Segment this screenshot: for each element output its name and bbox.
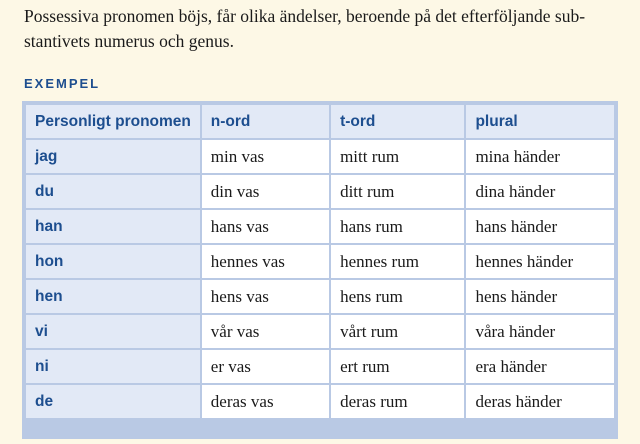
- n-word-cell: deras vas: [202, 385, 329, 418]
- table-row: [26, 350, 614, 383]
- plural-cell: mina händer: [466, 140, 614, 173]
- pronoun-cell: de: [26, 385, 200, 418]
- table-row: [26, 280, 614, 313]
- column-header-plural: plural: [466, 105, 614, 138]
- t-word-cell: vårt rum: [331, 315, 464, 348]
- example-table-container: [22, 101, 618, 439]
- pronoun-cell: han: [26, 210, 200, 243]
- plural-cell: hens händer: [466, 280, 614, 313]
- t-word-cell: hennes rum: [331, 245, 464, 278]
- plural-cell: era händer: [466, 350, 614, 383]
- plural-cell: våra händer: [466, 315, 614, 348]
- n-word-cell: hans vas: [202, 210, 329, 243]
- example-heading: EXEMPEL: [24, 76, 101, 91]
- intro-line-1: Possessiva pronomen böjs, får olika ändelser, beroende på det efterföljande sub-: [24, 6, 586, 26]
- pronoun-cell: du: [26, 175, 200, 208]
- n-word-cell: er vas: [202, 350, 329, 383]
- n-word-cell: min vas: [202, 140, 329, 173]
- pronoun-cell: vi: [26, 315, 200, 348]
- table-row: [26, 175, 614, 208]
- column-header-t-word: t-ord: [331, 105, 464, 138]
- column-header-personal-pronoun: Personligt pronomen: [26, 105, 200, 138]
- intro-line-2: stantivets numerus och genus.: [24, 31, 234, 51]
- table-row: [26, 385, 614, 418]
- table-row: [26, 315, 614, 348]
- table-header-row: [26, 105, 614, 138]
- t-word-cell: ditt rum: [331, 175, 464, 208]
- plural-cell: dina händer: [466, 175, 614, 208]
- n-word-cell: hennes vas: [202, 245, 329, 278]
- pronoun-cell: ni: [26, 350, 200, 383]
- table-row: [26, 140, 614, 173]
- n-word-cell: hens vas: [202, 280, 329, 313]
- t-word-cell: hans rum: [331, 210, 464, 243]
- plural-cell: deras händer: [466, 385, 614, 418]
- t-word-cell: mitt rum: [331, 140, 464, 173]
- n-word-cell: vår vas: [202, 315, 329, 348]
- intro-paragraph: [24, 4, 620, 54]
- plural-cell: hans händer: [466, 210, 614, 243]
- table-row: [26, 210, 614, 243]
- column-header-n-word: n-ord: [202, 105, 329, 138]
- pronoun-cell: hon: [26, 245, 200, 278]
- t-word-cell: hens rum: [331, 280, 464, 313]
- table-row: [26, 245, 614, 278]
- possessive-pronoun-table: [24, 103, 616, 420]
- t-word-cell: deras rum: [331, 385, 464, 418]
- plural-cell: hennes händer: [466, 245, 614, 278]
- n-word-cell: din vas: [202, 175, 329, 208]
- pronoun-cell: hen: [26, 280, 200, 313]
- t-word-cell: ert rum: [331, 350, 464, 383]
- pronoun-cell: jag: [26, 140, 200, 173]
